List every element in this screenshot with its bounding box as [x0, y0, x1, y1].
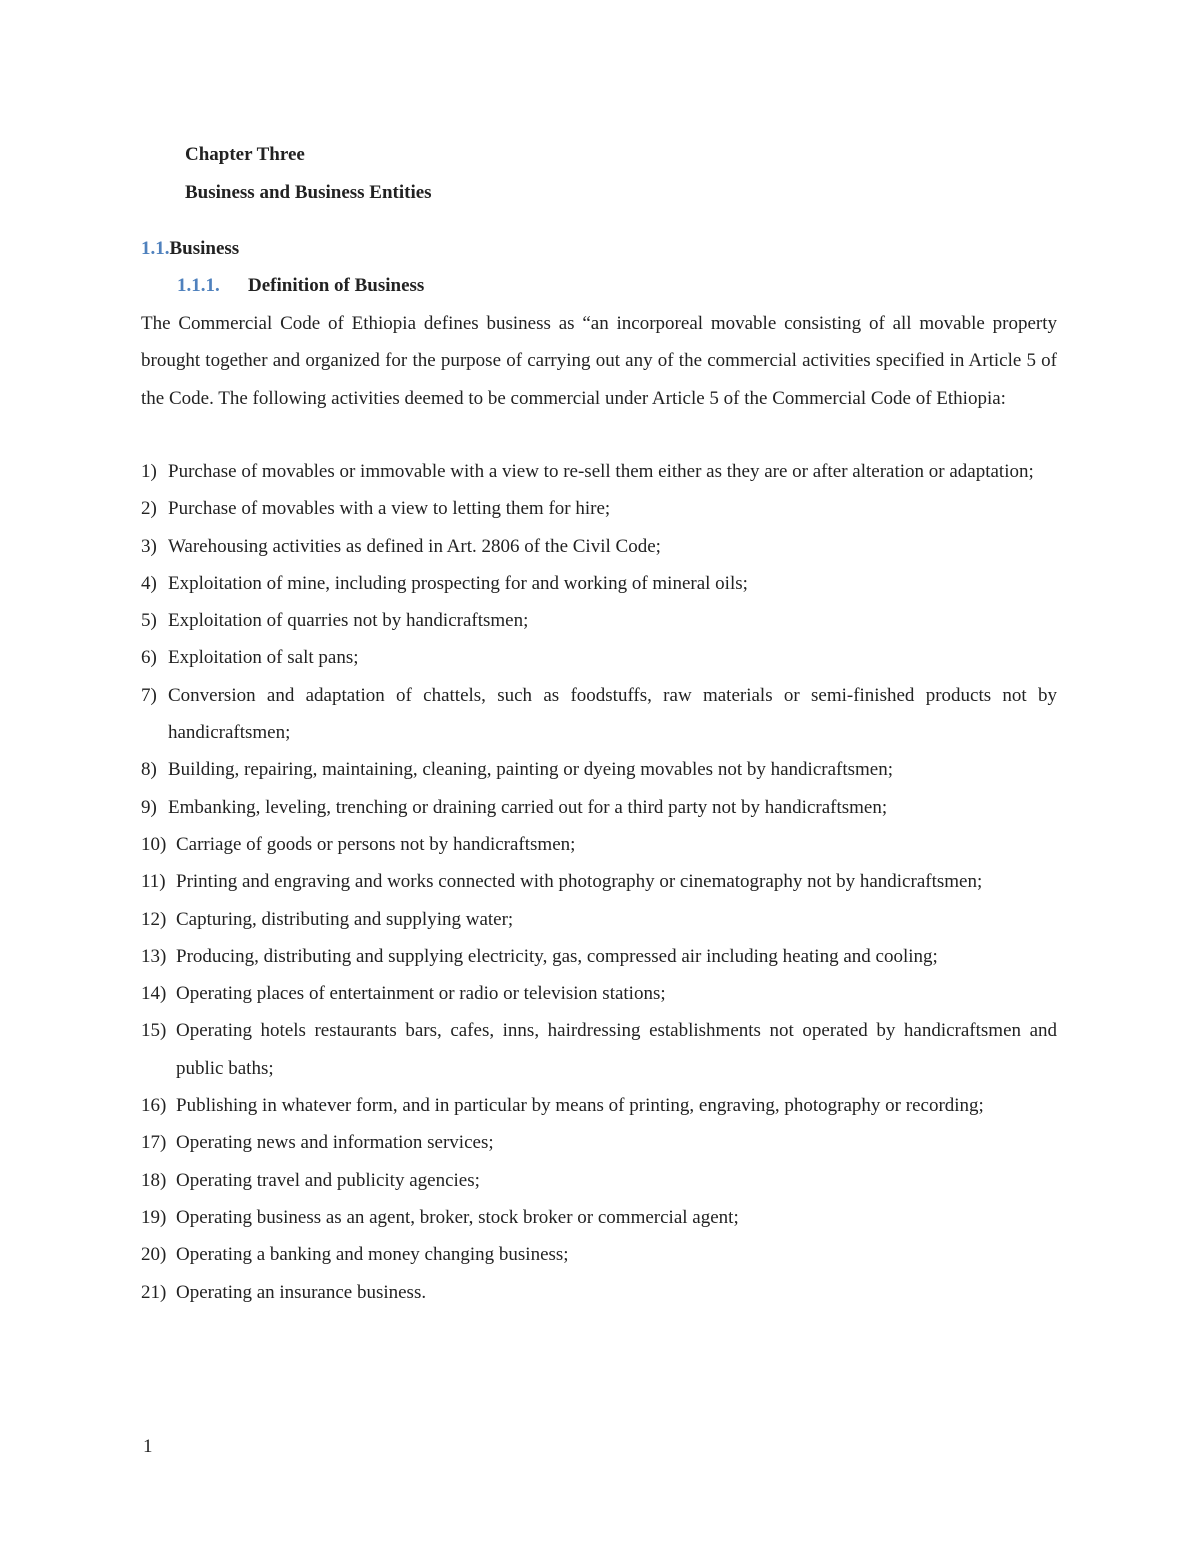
list-item	[141, 565, 1057, 602]
list-item-text: Exploitation of quarries not by handicraftsmen;	[168, 610, 529, 632]
list-item-number: 21)	[141, 1281, 167, 1303]
list-item-text: Operating business as an agent, broker, stock broker or commercial agent;	[176, 1206, 739, 1228]
list-item	[141, 1274, 1057, 1311]
subsection-number: 1.1.1.	[177, 275, 220, 296]
list-item-number: 19)	[141, 1206, 167, 1228]
list-item	[141, 602, 1057, 639]
list-item-text: Purchase of movables or immovable with a view to re-sell them either as they are or after alteration or adaptation;	[168, 461, 1034, 482]
list-item	[141, 528, 1057, 565]
list-item	[141, 1124, 1057, 1161]
list-item-text: Printing and engraving and works connected with photography or cinematography not by handicraftsmen;	[176, 871, 983, 893]
list-item-number: 1)	[141, 461, 157, 482]
list-item-number: 9)	[141, 796, 157, 818]
list-item	[141, 938, 1057, 975]
list-item-text: Operating places of entertainment or radio or television stations;	[176, 983, 666, 1005]
list-item	[141, 826, 1057, 863]
list-item-number: 15)	[141, 1020, 167, 1042]
list-item-number: 5)	[141, 610, 157, 632]
list-item-text: Capturing, distributing and supplying water;	[176, 908, 514, 930]
list-item	[141, 901, 1057, 938]
list-item	[141, 1087, 1057, 1124]
list-item-text: Operating a banking and money changing business;	[176, 1244, 569, 1266]
list-item	[141, 789, 1057, 826]
list-item-text: Warehousing activities as defined in Art. 2806 of the Civil Code;	[168, 535, 661, 557]
list-item-text: Operating news and information services;	[176, 1132, 494, 1154]
list-item-text: Purchase of movables with a view to letting them for hire;	[168, 498, 611, 520]
list-item-number: 10)	[141, 833, 167, 855]
list-item	[141, 1162, 1057, 1199]
list-item	[141, 490, 1057, 527]
list-item-number: 16)	[141, 1095, 167, 1117]
chapter-subtitle: Business and Business Entities	[185, 182, 432, 203]
section-number: 1.1.	[141, 238, 170, 259]
subsection-heading	[177, 275, 424, 297]
list-item-number: 2)	[141, 498, 157, 520]
intro-paragraph: The Commercial Code of Ethiopia defines business as “an incorporeal movable consisting of all movable property brought together and organized for the purpose of carrying out any of the commercial activities specified in Article 5 of the Code. The following activities deemed to be commercial under Article 5 of the Commercial Code of Ethiopia:	[141, 313, 1057, 409]
list-item	[141, 1236, 1057, 1273]
list-item-number: 12)	[141, 908, 167, 930]
list-item-number: 6)	[141, 647, 157, 669]
list-item	[141, 863, 1057, 900]
list-item-number: 8)	[141, 759, 157, 781]
list-item-number: 17)	[141, 1132, 167, 1154]
list-item-text: Carriage of goods or persons not by handicraftsmen;	[176, 833, 576, 855]
chapter-title: Chapter Three	[185, 144, 305, 165]
list-item-text: Publishing in whatever form, and in particular by means of printing, engraving, photography or recording;	[176, 1095, 984, 1117]
list-item	[141, 453, 1057, 490]
commercial-activities-list	[141, 453, 1057, 1311]
page-number: 1	[143, 1436, 153, 1457]
list-item-text: Building, repairing, maintaining, cleaning, painting or dyeing movables not by handicraftsmen;	[168, 759, 894, 781]
list-item-text: Exploitation of salt pans;	[168, 647, 359, 669]
list-item-number: 7)	[141, 684, 157, 706]
list-item-text: Operating travel and publicity agencies;	[176, 1169, 480, 1191]
section-heading	[141, 238, 239, 260]
section-title: Business	[169, 238, 240, 259]
list-item-text: Producing, distributing and supplying electricity, gas, compressed air including heating and cooling;	[176, 945, 938, 967]
list-item-number: 13)	[141, 945, 167, 967]
list-item-text: Embanking, leveling, trenching or draining carried out for a third party not by handicraftsmen;	[168, 796, 888, 818]
list-item-text: Exploitation of mine, including prospecting for and working of mineral oils;	[168, 572, 748, 594]
list-item	[141, 1199, 1057, 1236]
list-item-text: Conversion and adaptation of chattels, such as foodstuffs, raw materials or semi-finished products not by handicraftsmen;	[168, 684, 1057, 744]
list-item-number: 14)	[141, 983, 167, 1005]
list-item	[141, 975, 1057, 1012]
subsection-title: Definition of Business	[248, 275, 425, 296]
list-item-number: 3)	[141, 535, 157, 557]
list-item-number: 18)	[141, 1169, 167, 1191]
list-item-number: 4)	[141, 572, 157, 594]
list-item	[141, 677, 1057, 752]
list-item-number: 11)	[141, 871, 166, 893]
list-item-number: 20)	[141, 1244, 167, 1266]
list-item-text: Operating hotels restaurants bars, cafes, inns, hairdressing establishments not operated by handicraftsmen and public baths;	[176, 1020, 1057, 1079]
list-item	[141, 639, 1057, 676]
list-item	[141, 751, 1057, 788]
list-item	[141, 1012, 1057, 1087]
list-item-text: Operating an insurance business.	[176, 1281, 427, 1303]
